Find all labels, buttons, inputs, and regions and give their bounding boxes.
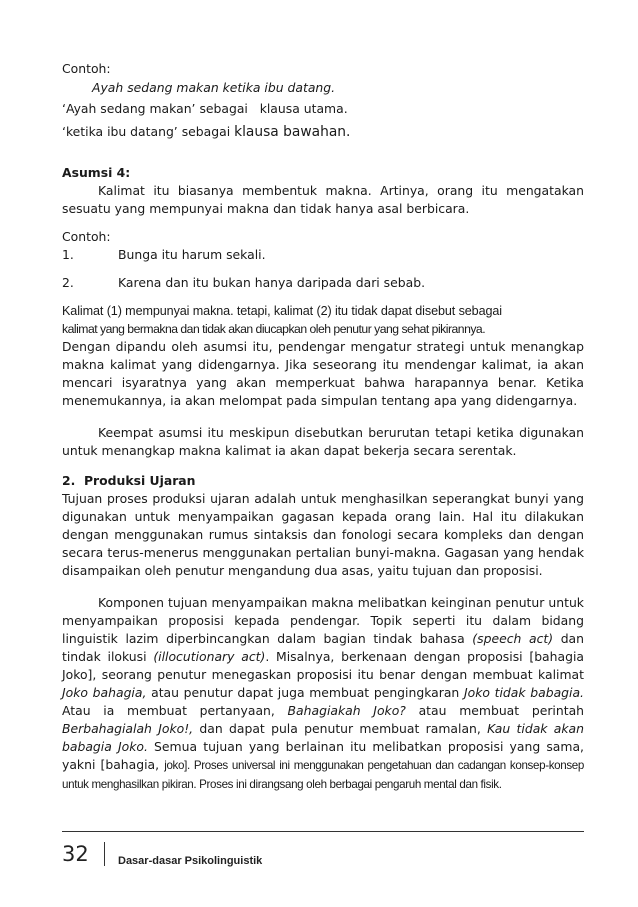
paragraph: Dengan dipandu oleh asumsi itu, pendengar mengatur strategi untuk menangkap makna kalimat yang didengarnya. Jika seseorang itu mendengar kalimat, ia akan mencari isyaratnya yang akan memperkuat bahwa harapannya benar. Ketika menemukannya, ia akan melompat pada simpulan tentang apa yang didengarnya. <box>62 339 584 408</box>
example-number: 2. <box>62 275 74 290</box>
example-number: 1. <box>62 247 74 262</box>
main-clause-quote: ‘Ayah sedang makan’ <box>62 101 196 116</box>
page-body <box>62 60 584 794</box>
paragraph <box>62 594 584 794</box>
asumsi-text: Kalimat itu biasanya membentuk makna. Artinya, orang itu mengatakan sesuatu yang mempunyai makna dan tidak hanya asal berbicara. <box>62 183 584 216</box>
contoh-label: Contoh: <box>62 61 111 76</box>
italic-term: (illocutionary act) <box>153 649 266 664</box>
example-sentence <box>62 78 584 98</box>
paragraph: Keempat asumsi itu meskipun disebutkan berurutan tetapi ketika digunakan untuk menangkap makna kalimat ia akan dapat bekerja secara serentak. <box>62 425 584 458</box>
asumsi-heading: Asumsi 4: <box>62 165 131 180</box>
italic-term: Berbahagialah Joko!, <box>62 721 194 736</box>
sub-clause-big: klausa bawahan. <box>234 124 351 140</box>
book-title: Dasar-dasar Psikolinguistik <box>118 855 263 867</box>
footer-separator <box>104 842 105 866</box>
text-run: dan tindak ilokusi <box>62 631 585 664</box>
example-sentence-text: Ayah sedang makan ketika ibu datang. <box>92 80 336 95</box>
main-clause-text: sebagai klausa utama. <box>195 101 348 116</box>
sub-clause-text: sebagai <box>177 124 235 139</box>
paragraph-line: kalimat yang bermakna dan tidak akan diucapkan oleh penutur yang sehat pikirannya. <box>62 322 486 336</box>
sub-clause-line <box>62 120 584 144</box>
page-number: 32 <box>62 842 89 866</box>
text-run: Semua tujuan yang berlainan itu melibatkan proposisi yang sama, yakni [bahagia, <box>62 739 584 772</box>
section-heading: 2. Produksi Ujaran <box>62 473 196 488</box>
text-run: atau penutur dapat juga membuat pengingkaran <box>146 685 464 700</box>
italic-term: Kau tidak akan babagia Joko. <box>62 721 584 754</box>
example-item-1 <box>62 246 584 264</box>
text-run: atau membuat perintah <box>405 703 585 718</box>
example-item-2 <box>62 274 584 292</box>
text-run: Atau ia membuat pertanyaan, <box>62 703 288 718</box>
italic-term: Bahagiakah Joko? <box>287 703 406 718</box>
italic-term: Joko bahagia, <box>62 685 147 700</box>
main-clause-line <box>62 98 584 120</box>
example-text: Bunga itu harum sekali. <box>118 247 266 262</box>
sub-clause-quote: ‘ketika ibu datang’ <box>62 124 178 139</box>
paragraph: Tujuan proses produksi ujaran adalah untuk menghasilkan seperangkat bunyi yang digunakan untuk menyampaikan gagasan kepada orang lain. Hal itu dilakukan dengan menggunakan rumus sintaksis dan fonologi secara kompleks dan dengan secara terus-menerus menggunakan pertalian bunyi-makna. Gagasan yang hendak disampaikan oleh penutur mengandung dua asas, yaitu tujuan dan proposisi. <box>62 491 584 578</box>
condensed-text-run: joko]. Proses universal ini menggunakan pengetahuan dan cadangan konsep-konsep untuk menghasilkan pikiran. Proses ini dirangsang oleh berbagai pengaruh mental dan fisik. <box>62 759 584 791</box>
footer-divider <box>62 831 584 832</box>
example-text: Karena dan itu bukan hanya daripada dari sebab. <box>118 275 426 290</box>
contoh-label-2: Contoh: <box>62 229 111 244</box>
text-run: . Misalnya, berkenaan dengan proposisi [bahagia Joko], seorang penutur menegaskan proposisi itu benar dengan membuat kalimat <box>62 649 584 682</box>
paragraph-line: Kalimat (1) mempunyai makna. tetapi, kalimat (2) itu tidak dapat disebut sebagai <box>62 304 503 318</box>
text-run: Komponen tujuan menyampaikan makna melibatkan keinginan penutur untuk menyampaikan proposisi kepada pendengar. Topik seperti itu dalam bidang linguistik lazim diperbincangkan dalam bagian tindak bahasa <box>62 595 584 646</box>
text-run: dan dapat pula penutur membuat ramalan, <box>193 721 488 736</box>
italic-term: (speech act) <box>472 631 554 646</box>
italic-term: Joko tidak babagia. <box>463 685 584 700</box>
